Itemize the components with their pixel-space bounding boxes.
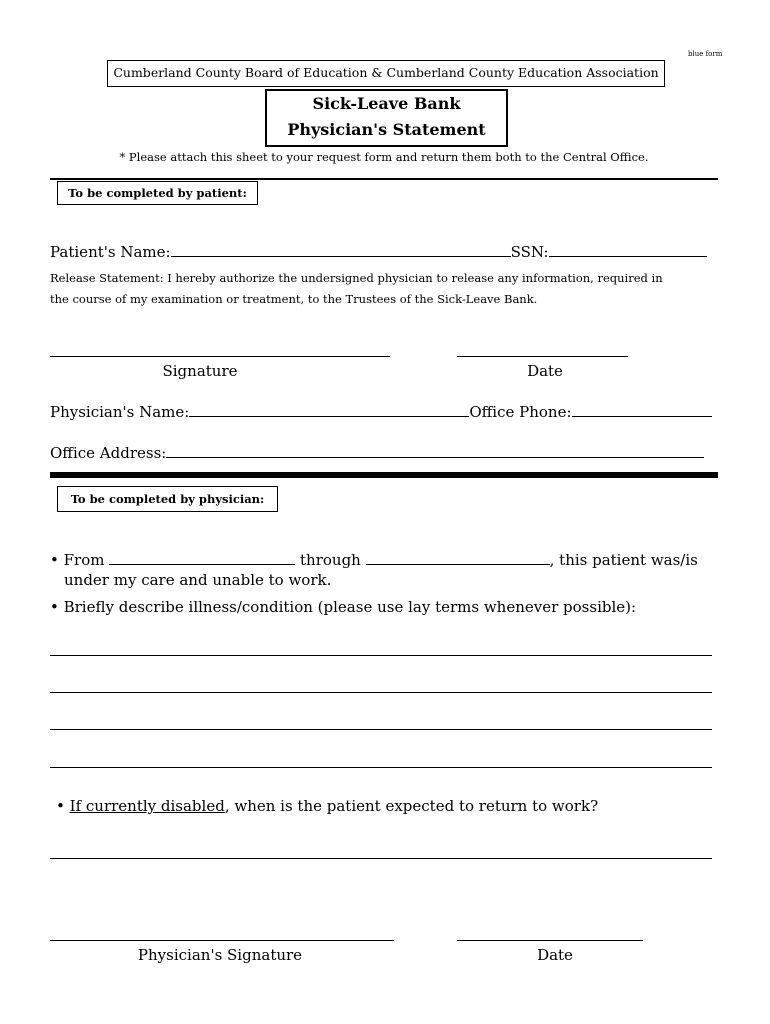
physician-date-label: Date (537, 946, 573, 964)
patient-signature-field[interactable] (50, 356, 390, 357)
illness-description-line[interactable] (50, 729, 712, 730)
describe-illness-prompt: • Briefly describe illness/condition (please use lay terms whenever possible): (50, 598, 637, 616)
physician-name-field[interactable] (189, 416, 469, 417)
return-to-work-field[interactable] (50, 858, 712, 859)
office-phone-label: Office Phone: (469, 403, 572, 421)
illness-description-line[interactable] (50, 767, 712, 768)
currently-disabled-text: If currently disabled (69, 797, 225, 815)
through-date-field[interactable] (366, 564, 550, 565)
patient-name-field[interactable] (171, 256, 511, 257)
release-statement-line-1: Release Statement: I hereby authorize the undersigned physician to release any information, required in (50, 271, 663, 285)
physician-section-heading: To be completed by physician: (70, 492, 265, 506)
return-to-work-question (56, 797, 598, 815)
instruction-note: * Please attach this sheet to your request form and return them both to the Central Office. (119, 150, 649, 164)
corner-note: blue form (688, 50, 723, 58)
physician-signature-field[interactable] (50, 940, 394, 941)
ssn-label: SSN: (510, 243, 549, 261)
physician-signature-label: Physician's Signature (137, 946, 303, 964)
illness-description-line[interactable] (50, 692, 712, 693)
care-suffix: , this patient was/is (549, 551, 698, 569)
office-address-field[interactable] (166, 457, 704, 458)
from-date-field[interactable] (109, 564, 295, 565)
through-label: through (300, 551, 361, 569)
patient-section-heading: To be completed by patient: (68, 186, 247, 200)
return-to-work-text: , when is the patient expected to return to work? (224, 797, 599, 815)
physician-name-row (50, 403, 730, 421)
care-period-row (50, 551, 730, 569)
patient-name-label: Patient's Name: (50, 243, 171, 261)
title-line-1: Sick-Leave Bank (312, 94, 461, 113)
title-line-2: Physician's Statement (287, 120, 486, 139)
section-divider-patient (50, 178, 718, 180)
organization-line: Cumberland County Board of Education & Cumberland County Education Association (113, 65, 659, 80)
patient-name-row (50, 243, 730, 261)
illness-description-line[interactable] (50, 655, 712, 656)
office-address-row (50, 444, 730, 462)
bullet: • (56, 797, 65, 815)
office-address-label: Office Address: (50, 444, 167, 462)
patient-signature-label: Signature (162, 362, 238, 380)
from-label: • From (50, 551, 105, 569)
physician-name-label: Physician's Name: (50, 403, 190, 421)
patient-date-label: Date (527, 362, 563, 380)
ssn-field[interactable] (549, 256, 707, 257)
office-phone-field[interactable] (572, 416, 712, 417)
release-statement-line-2: the course of my examination or treatment, to the Trustees of the Sick-Leave Bank. (50, 292, 538, 306)
patient-date-field[interactable] (457, 356, 628, 357)
section-divider-physician (50, 472, 718, 478)
physician-date-field[interactable] (457, 940, 643, 941)
care-line-2: under my care and unable to work. (64, 571, 332, 589)
